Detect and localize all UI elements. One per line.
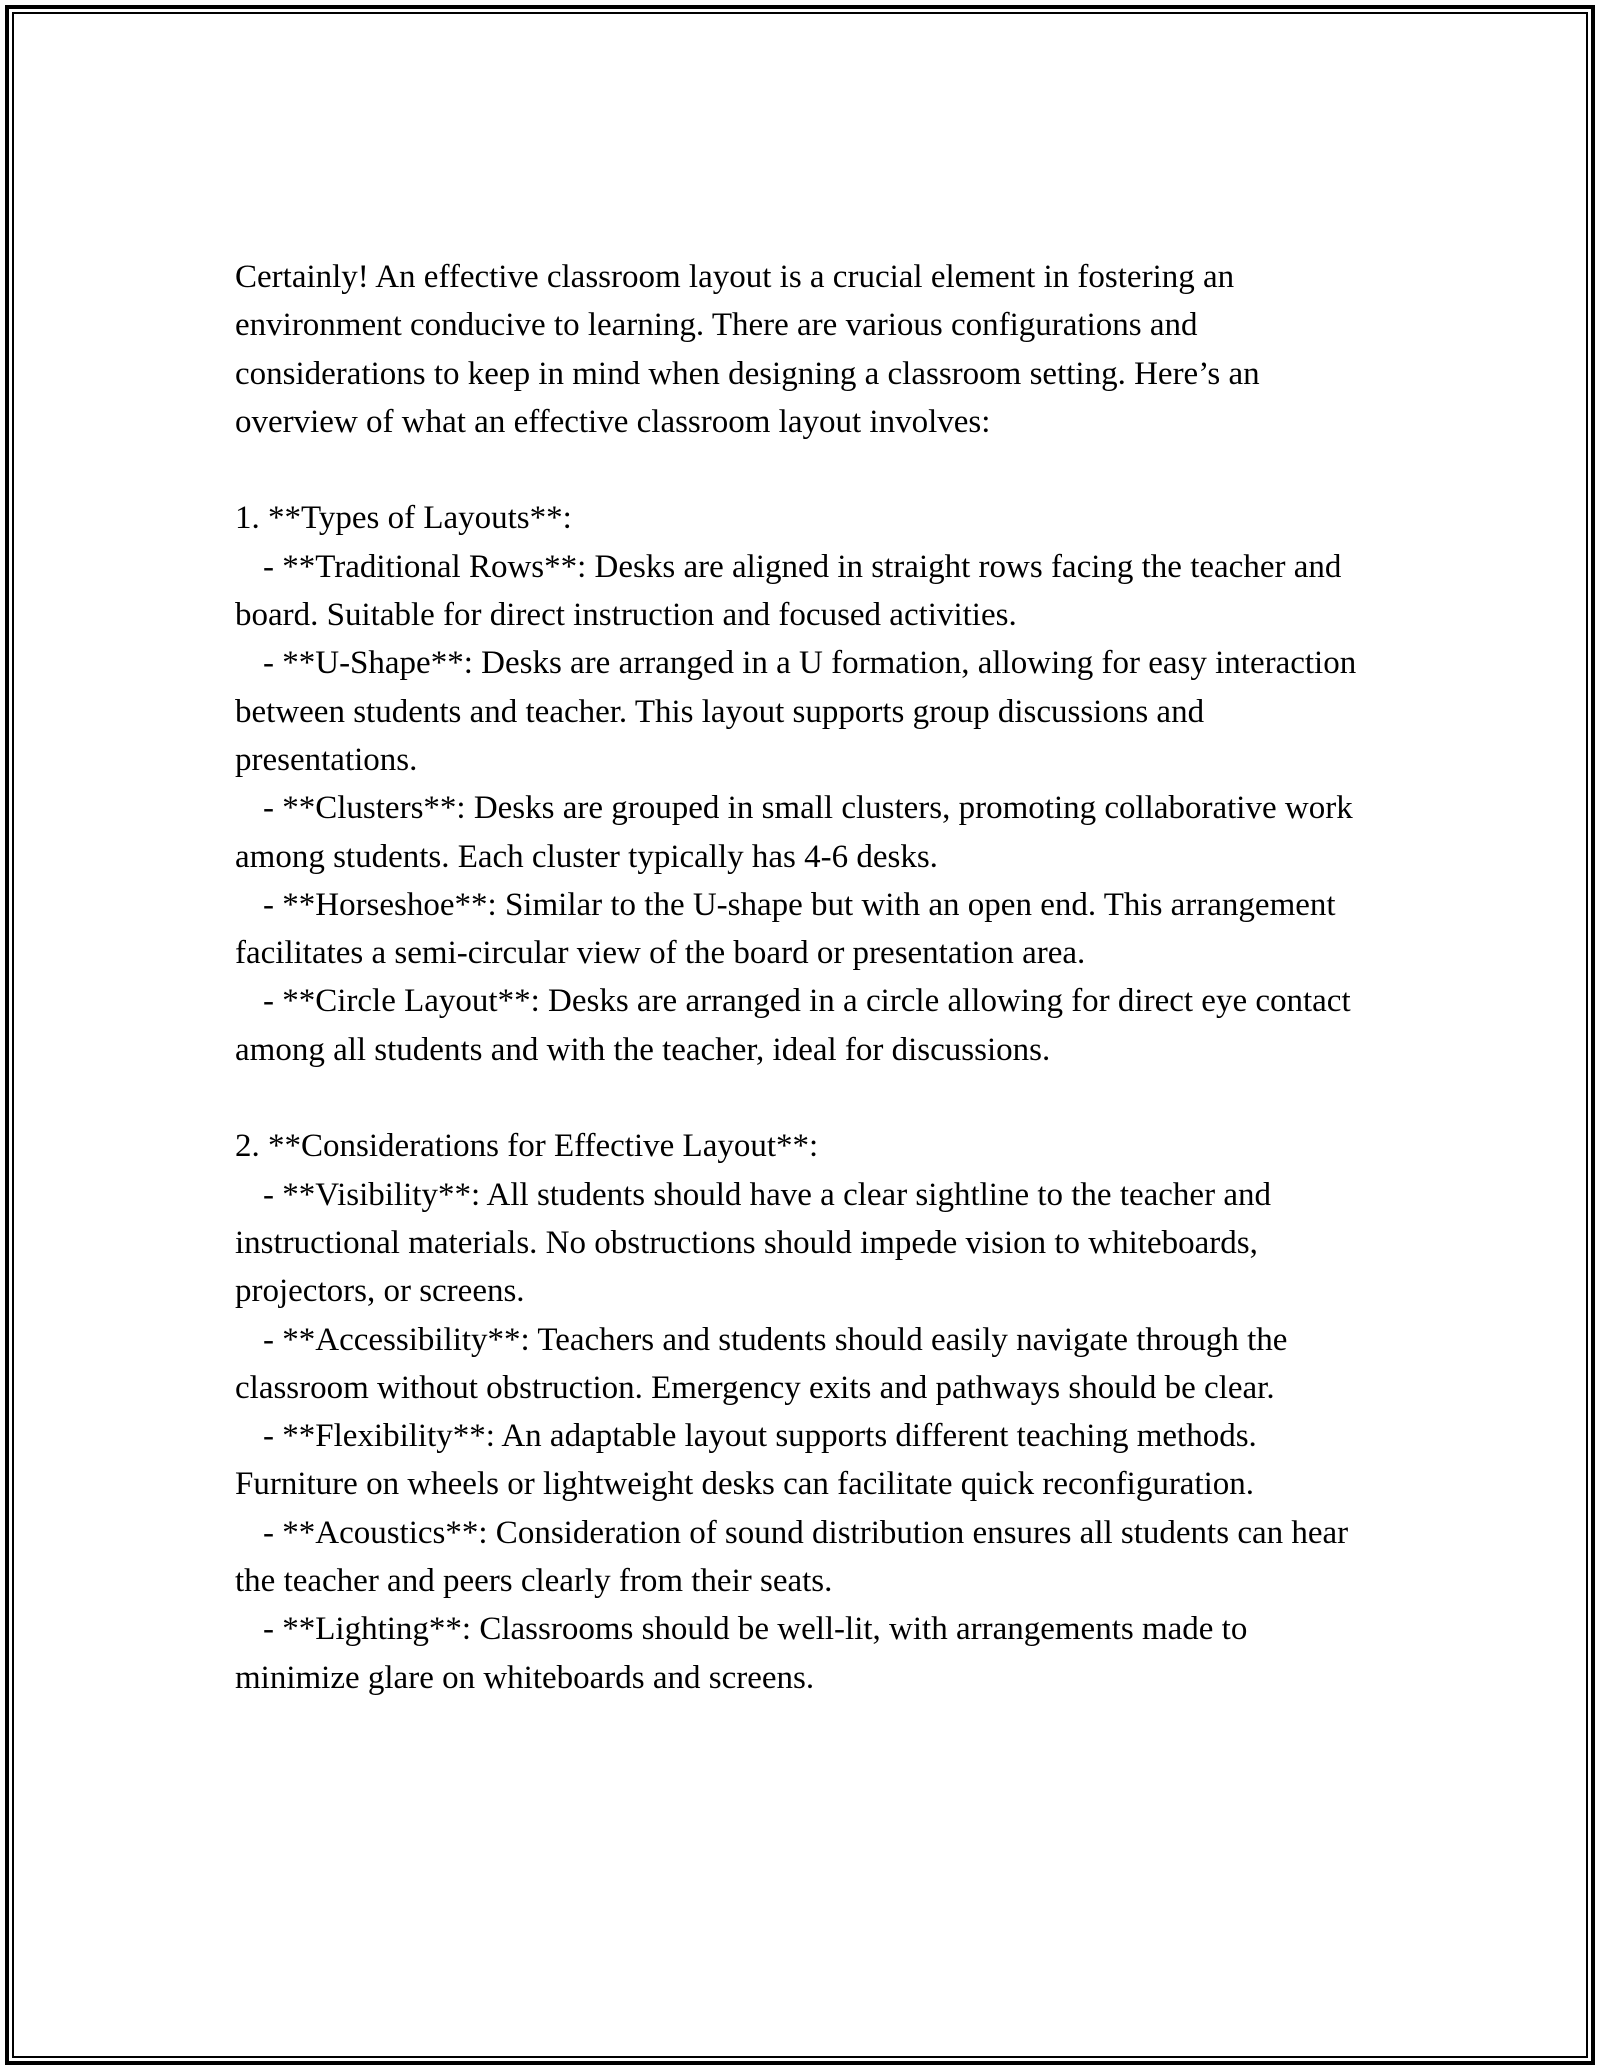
paragraph-spacer — [235, 1074, 1370, 1122]
list-item-acoustics: - **Acoustics**: Consideration of sound distribution ensures all students can hear the teacher and peers clearly from their seats. — [235, 1514, 1357, 1600]
list-item-circle-layout: - **Circle Layout**: Desks are arranged in a circle allowing for direct eye contact among all students and with the teacher, ideal for discussions. — [235, 983, 1359, 1068]
list-item-lighting: - **Lighting**: Classrooms should be well-lit, with arrangements made to minimize glare on whiteboards and screens. — [235, 1611, 1256, 1696]
list-item-clusters: - **Clusters**: Desks are grouped in small clusters, promoting collaborative work among students. Each cluster typically has 4-6 desks. — [235, 790, 1361, 875]
list-item-accessibility: - **Accessibility**: Teachers and students should easily navigate through the classroom without obstruction. Emergency exits and pathways should be clear. — [235, 1321, 1296, 1406]
document-body — [235, 253, 1370, 1702]
paragraph-spacer — [235, 446, 1370, 494]
section-heading-types: 1. **Types of Layouts**: — [235, 500, 572, 537]
intro-paragraph: Certainly! An effective classroom layout is a crucial element in fostering an environment conducive to learning. There are various configurations and considerations to keep in mind when designing a classroom setting. Here’s an overview of what an effective classroom layout involves: — [235, 259, 1268, 440]
section-heading-considerations: 2. **Considerations for Effective Layout**: — [235, 1128, 819, 1165]
list-item-visibility: - **Visibility**: All students should have a clear sightline to the teacher and instructional materials. No obstructions should impede vision to whiteboards, projectors, or screens. — [235, 1176, 1280, 1310]
list-item-flexibility: - **Flexibility**: An adaptable layout supports different teaching methods. Furniture on wheels or lightweight desks can facilitate quick reconfiguration. — [235, 1418, 1266, 1503]
list-item-horseshoe: - **Horseshoe**: Similar to the U-shape but with an open end. This arrangement facilitates a semi-circular view of the board or presentation area. — [235, 886, 1344, 972]
list-item-u-shape: - **U-Shape**: Desks are arranged in a U formation, allowing for easy interaction between students and teacher. This layout supports group discussions and presentations. — [235, 645, 1365, 778]
list-item-traditional-rows: - **Traditional Rows**: Desks are aligned in straight rows facing the teacher and board. Suitable for direct instruction and focused activities. — [235, 548, 1350, 634]
